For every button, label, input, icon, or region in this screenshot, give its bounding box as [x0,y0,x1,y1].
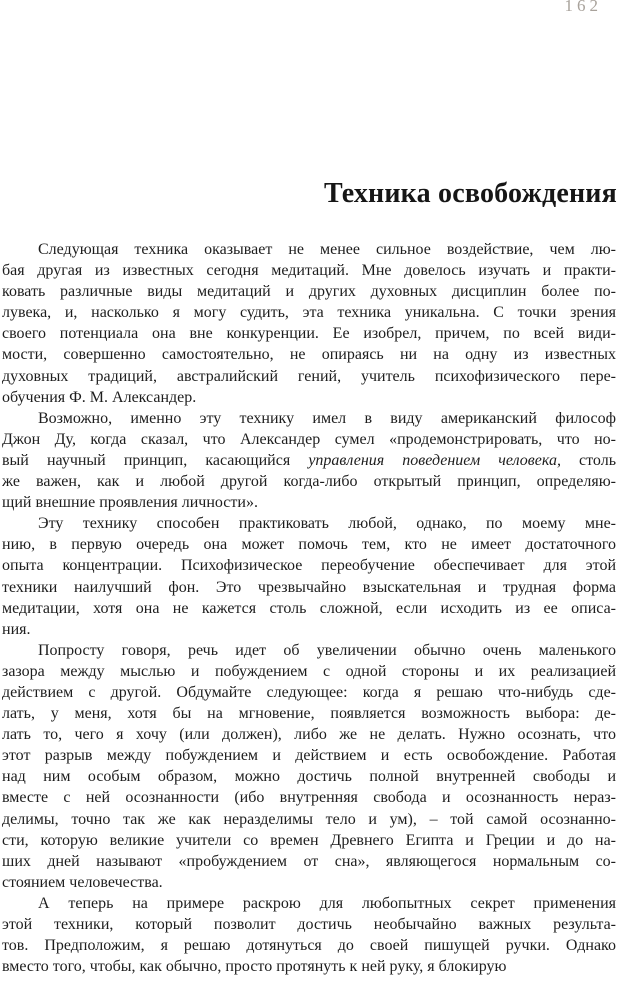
page-number: 162 [564,0,602,15]
text-line: А теперь на примере раскрою для любопытных секрет применения [38,894,616,912]
paragraph [2,640,616,893]
text-line: вместе с ней осознанности (ибо внутренняя свобода и осознанность нераз- [2,789,616,807]
text-line: ния. [2,620,31,638]
text-line: тов. Предположим, я решаю дотянуться до своей пишущей ручки. Однако [2,937,616,955]
text-line: медитации, хотя она не кажется столь сложной, если исходить из ее описа- [2,599,616,617]
text-line: этой техники, который позволит достичь необычайно важных результа- [2,916,616,933]
text-line: же важен, как и любой другой когда-либо открытый принцип, определяю- [2,473,616,491]
text-line: лать, у меня, хотя бы на мгновение, появляется возможность выбора: де- [2,705,616,723]
body-text [2,239,616,977]
text-line: обучения Ф. М. Александер. [2,388,197,406]
text-line: опыта концентрации. Психофизическое переобучение обеспечивает для этой [2,557,616,575]
text-line: зазора между мыслью и побуждением с одной стороны и их реализацией [2,662,616,680]
text-line: щий внешние проявления личности». [2,494,258,512]
text-line: стоянием человечества. [2,873,163,891]
text-line: этот разрыв между побуждением и действием и есть освобождение. Работая [2,747,616,765]
text-line: духовных традиций, австралийский гений, учитель психофизического пере- [2,367,616,385]
chapter-title: Техника освобождения [323,178,617,209]
text-line: бая другая из известных сегодня медитаций. Мне довелось изучать и практи- [2,262,616,280]
text-line: мости, совершенно самостоятельно, не опираясь ни на одну из известных [2,346,616,364]
italic-phrase: управления поведением человека, [308,451,561,469]
text-line: Попросту говоря, речь идет об увеличении обычно очень маленького [38,641,616,659]
text-line: над ним особым образом, можно достичь полной внутренней свободы и [2,768,616,786]
text-line: вый научный принцип, касающийся управления поведением человека, столь [2,451,616,469]
paragraph [2,239,616,408]
text-line: ковать различные виды медитаций и других духовных дисциплин более по- [2,283,616,301]
text-line: техники наилучший фон. Это чрезвычайно взыскательная и трудная форма [2,578,616,596]
text-line: Джон Ду, когда сказал, что Александер сумел «продемонстрировать, что но- [2,430,616,448]
text-line: лать то, чего я хочу (или должен), либо же не делать. Нужно осознать, что [2,726,616,744]
text-line: вместо того, чтобы, как обычно, просто протянуть к ней руку, я блокирую [2,958,507,976]
text-line: Следующая техника оказывает не менее сильное воздействие, чем лю- [38,241,616,258]
text-line: делимы, точно так же как неразделимы тело и ум), – той самой осознанно- [2,810,616,828]
text-line: нию, в первую очередь она может помочь тем, кто не имеет достаточного [2,536,616,554]
text-line: своего потенциала она вне конкуренции. Ее изобрел, причем, по всей види- [2,325,616,343]
text-line: сти, которую великие учители со времен Древнего Египта и Греции и до на- [2,831,616,849]
text-line: Возможно, именно эту технику имел в виду американский философ [38,409,616,427]
paragraph [2,408,616,513]
text-line: ших дней называют «пробуждением от сна», являющегося нормальным со- [2,852,616,870]
text-line: действием с другой. Обдумайте следующее: когда я решаю что-нибудь сде- [2,683,616,701]
text-line: Эту технику способен практиковать любой, однако, по моему мне- [38,515,616,533]
paragraph [2,893,616,977]
paragraph [2,513,616,640]
text-line: лувека, и, насколько я могу судить, эта техника уникальна. С точки зрения [2,304,616,322]
